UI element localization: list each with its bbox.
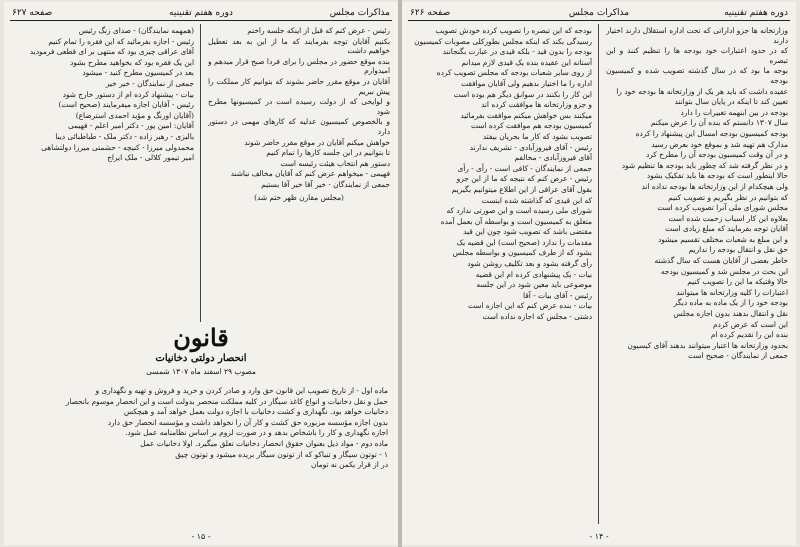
paragraph: بنده این را تقدیم کرده ام [710, 330, 788, 340]
paragraph: شورای ملی رسیده است و این صورتی ندارد که [446, 206, 592, 216]
paragraph: (همهمه نمایندگان) - صدای زنگ رئیس [78, 26, 194, 35]
paragraph: حالا اینطور است که بودجه ها باید تفکیک بشود [646, 171, 788, 181]
paragraph: از روی سایر شعبات بودجه که مجلس تصویب کرده [436, 68, 592, 78]
right-column-divider [598, 24, 599, 524]
paragraph: آقایان توجه بفرمایند که مبلغ زیادی است [665, 224, 788, 234]
law-paragraph: بدون اجازه مؤسسه مزبوره حق کشت و کار آن را نخواهد داشت و مؤسسه انحصار حق دارد [107, 417, 388, 427]
paragraph: مجلس شورای ملی آنرا تصویب کرده است [657, 203, 788, 213]
paragraph: رئیس - آقای فیروزآبادی - تشریف ندارند [469, 142, 592, 152]
paragraph: رئیس - اجازه بفرمائید که این فقره را تمام کنیم [48, 36, 194, 46]
paragraph: نقل و انتقال بدهند بدون اجازه مجلس [673, 309, 788, 319]
paragraph: حالا وقتیکه ما این را تصویب کنیم [687, 277, 788, 287]
right-page-right-column [606, 26, 788, 526]
paragraph: رئیس - عرض کنم که قبل از اینکه جلسه راختم [247, 26, 390, 35]
right-header-journal-title: دوره هفتم تقنینیه [724, 8, 788, 18]
law-paragraph: دخانیات خواهد بود. نگهداری و کشت دخانیات با اجازه دولت بعمل خواهد آمد و هیچکس [123, 407, 388, 417]
paragraph: که این قیدی که گذاشته شده اینست [481, 195, 592, 205]
paragraph: و جزو وزارتخانه ها موافقت کرده اند [481, 100, 592, 110]
left-page-footer-number: - ۱۵ - [191, 532, 211, 541]
paragraph: ولی هیچکدام از این وزارتخانه ها بودجه نداده اند [641, 181, 788, 191]
left-page-left-column [12, 26, 194, 164]
paragraph: و این مبلغ به شعبات مختلف تقسیم میشود [657, 234, 788, 244]
paragraph: بعلاوه این کار اسباب زحمت شده است [668, 213, 788, 223]
paragraph: بشود که از طرف کمیسیون و بواسطه مجلس [452, 248, 592, 258]
law-paragraph: اجازه نگهداری و کار را باشخاص بدهد و در صورت لزوم بر اساس نظامنامه عمل شود. [125, 428, 388, 438]
paragraph: این یک فقره بود که بخواهید مطرح بشود [69, 57, 194, 67]
paragraph: تا بتوانیم در این جلسه کارها را تمام کنیم [266, 148, 390, 158]
paragraph: جمعی از نمایندگان - خیر خیر [105, 78, 194, 88]
paragraph: عقیده داشت که باید هر یک از وزارتخانه ها بودجه خود را [616, 86, 788, 96]
paragraph: حق نقل و انتقال بودجه را نداریم [688, 245, 788, 255]
law-paragraph: ۱ - توتون سیگار و تنباکو که از توتون سیگار بریده میشود و توتون چپق [175, 449, 388, 459]
law-subtitle: انحصار دولتی دخانیات [155, 353, 247, 364]
right-page-footer-number: - ۱۴ - [589, 532, 609, 541]
paragraph: امیر تیمور کلالی - ملک ایراج [107, 153, 194, 163]
paragraph: دستور هم انتخاب هیئت رئیسه است [280, 158, 390, 168]
paragraph: خاطر بعضی از آقایان هست که سال گذشته [654, 256, 788, 266]
paragraph: بودجه در بین اینهمه تغییرات را دارد [680, 107, 788, 117]
paragraph: متعلق به کمیسیون است و بواسطه آن بعمل آمده [440, 216, 592, 226]
paragraph: و لوایحی که از دولت رسیده است در کمیسیونها مطرح شود [208, 97, 390, 116]
paragraph: که بتوانیم در نظر بگیریم و تصویب کنیم [668, 192, 788, 202]
paragraph: آقای عراقی چیزی بود که منتهی بر ای قطعی فرمودید [29, 47, 194, 57]
paragraph: بیات - پیشنهاد کرده ام از دستور خارج شود [62, 89, 194, 99]
paragraph: رئیس - آقایان اجازه میفرمایند (صحیح است) [58, 100, 194, 110]
paragraph: آقای فیروزآبادی - مخالفم [514, 153, 592, 163]
paragraph: جمعی از نمایندگان - صحیح است [688, 351, 788, 361]
paragraph: دشتی - مجلس که اجازه نداده است [482, 312, 592, 322]
paragraph: بودجه که این تبصره را تصویب کرده خودش تصویب [435, 26, 592, 35]
paragraph: و بالخصوص کمیسیون عدلیه که کارهای مهمی در دستور دارد [208, 117, 390, 136]
paragraph: بیات - یک پیشنهادی کرده ام این قضیه [475, 269, 592, 279]
paragraph: آقایان در موقع مقرر حاضر بشوند که بتوانیم کار مملکت را پیش ببریم [208, 76, 390, 96]
paragraph: اداره را ما اختیار بدهیم ولی آقایان موافقت [461, 78, 592, 88]
paragraph: مقدمات را ندارد (صحیح است) این قضیه یک [456, 237, 592, 247]
paragraph: بوجه ما بود که در سال گذشته تصویب شده و کمیسیون بودجه [606, 66, 788, 85]
right-page-header [408, 6, 790, 21]
paragraph: کمیسیون بودجه هم موافقت کرده است [471, 121, 592, 131]
paragraph: اعتبارات را کلیه وزارتخانه ها میتوانند [676, 287, 788, 297]
left-header-journal-title: دوره هفتم تقنینیه [169, 8, 233, 18]
law-date: مصوب ۲۹ اسفند ماه ۱۳۰۷ شمسی [146, 367, 256, 376]
paragraph: رسیدگی بکند که اینکه مجلس بطورکلی مصوبات کمیسیون [414, 36, 592, 46]
paragraph: تصویب بشود که کار ما بجریان بیفتد [482, 131, 592, 141]
right-page-left-column [410, 26, 592, 526]
paragraph: بعد در کمیسیون مطرح کنید - میشود [82, 68, 194, 78]
paragraph: بکنیم آقایان توجه بفرمایند که ما از این به بعد تعطیل خواهیم داشت [208, 36, 390, 56]
paragraph: آقایان: امین پور - دکتر امیر اعلم - فهیمی [67, 121, 194, 131]
left-page-right-column [208, 26, 390, 205]
law-paragraph: ماده دوم - مواد ذیل بعنوان حقوق انحصار دخانیات تعلق میگیرد. اولا دخانیات عمل [140, 438, 388, 448]
paragraph: این بحث در مجلس شد و کمیسیون بودجه [660, 266, 788, 276]
paragraph: بالیزی - رهبر زاده - دکتر ملک - طباطبائی دیبا [55, 131, 194, 141]
left-page [4, 2, 398, 545]
session-end-note: (مجلس مقارن ظهر ختم شد) [254, 192, 344, 202]
paragraph: محمدولی میرزا - کنیچه - حشمتی میرزا دولتشاهی [41, 142, 194, 152]
paragraph: و در آن وقت کمیسیون بودجه آن را مطرح کرد [645, 150, 788, 160]
law-title: قانون [173, 323, 229, 352]
paragraph: آستانه این عقیده بنده یک قیدی لازم میدانم [461, 57, 592, 67]
paragraph: تعیین کند تا اینکه در پایان سال بتوانند [674, 97, 788, 107]
left-header-section-title: مذاکرات مجلس [329, 8, 390, 18]
paragraph: موضوعی باید معین شود در این جلسه [476, 280, 592, 290]
paragraph: این است که عرض کردم [712, 319, 788, 329]
left-header-page-number: صفحه ۶۲۷ [12, 8, 53, 18]
paragraph: رئیس - آقای بیات - آقا [523, 290, 592, 300]
paragraph: سال ۱۳۰۷ دانستم که بنده آن را عرض میکنم [650, 118, 788, 128]
paragraph: رئیس - عرض کنم که نتیجه که ما از این جزو [456, 174, 592, 184]
law-paragraph: حمل و نقل دخانیات و انواع کاغذ سیگار در کلیه مملکت منحصر بدولت است و این انحصار موسوم بانحصار [65, 396, 388, 406]
paragraph: این کار را بکنند در سوابق دیگر هم بوده است [453, 89, 592, 99]
paragraph: فهیمی - میخواهم عرض کنم که آقایان مخالف نباشند [230, 169, 390, 179]
paragraph: بیات - بنده عرض کنم که این اجازه است [468, 301, 592, 311]
paragraph: که در حدود اعتبارات خود بودجه ها را تنظیم کنند و این تبصره [606, 46, 788, 65]
law-heading [12, 324, 390, 377]
paragraph: و در نظر گرفته شد که چطور باید بودجه ها تنظیم شود [621, 160, 788, 170]
left-column-divider [200, 24, 201, 322]
paragraph: خواهش میکنم آقایان در موقع مقرر حاضر شوند [244, 137, 390, 147]
left-page-header [10, 6, 392, 21]
law-paragraph: ماده اول - از تاریخ تصویب این قانون حق وارد و صادر کردن و خرید و فروش و تهیه و نگهداری و [95, 386, 388, 395]
paragraph: بحدود وزارتخانه ها اعتبار میتوانند بدهند آقای کیسیون [627, 340, 788, 350]
paragraph: وزارتخانه ها جزو اداراتی که تحت اداره استقلال دارند اختیار دارند [606, 26, 788, 45]
paragraph: جمعی از نمایندگان - خیر آقا خیر آقا بستیم [261, 179, 390, 189]
paragraph: بنده موقع حضور در مجلس را برای فردا صبح قرار میدهم و امیدوارم [208, 56, 390, 76]
paragraph: مقتضی باشد که تصویب شود چون این قید [463, 227, 592, 237]
paragraph: مدارک هم تهیه شد و بموقع خود بعرض رسید [651, 139, 788, 149]
right-page [402, 2, 796, 545]
paragraph: (آقایان اورنگ و مؤید احمدی استرضاع) [75, 110, 194, 120]
paragraph: بودجه خود را از یک ماده به ماده دیگر [673, 298, 788, 308]
paragraph: بودجه را بدون قید - بلکه قیدی در عبارت بگنجانند [442, 47, 592, 57]
paragraph: میکنند بس خواهش میکنم موافقت بفرمائید [460, 110, 592, 120]
right-header-page-number: صفحه ۶۲۶ [410, 8, 451, 18]
right-header-section-title: مذاکرات مجلس [568, 8, 630, 18]
paragraph: جمعی از نمایندگان - کافی است - رأی - رأی [457, 163, 592, 173]
law-body [14, 386, 388, 471]
paragraph: رأی گرفته بشود و بعد تکلیف روشن شود [467, 259, 592, 269]
law-paragraph: در از قرار یکمن نه تومان [310, 460, 388, 470]
paragraph: بقول آقای عراقی از این اطلاع میتوانیم بگیریم [451, 184, 592, 194]
paragraph: بودجه کمیسیون بودجه امسال این پیشنهاد را کرده [635, 128, 788, 138]
